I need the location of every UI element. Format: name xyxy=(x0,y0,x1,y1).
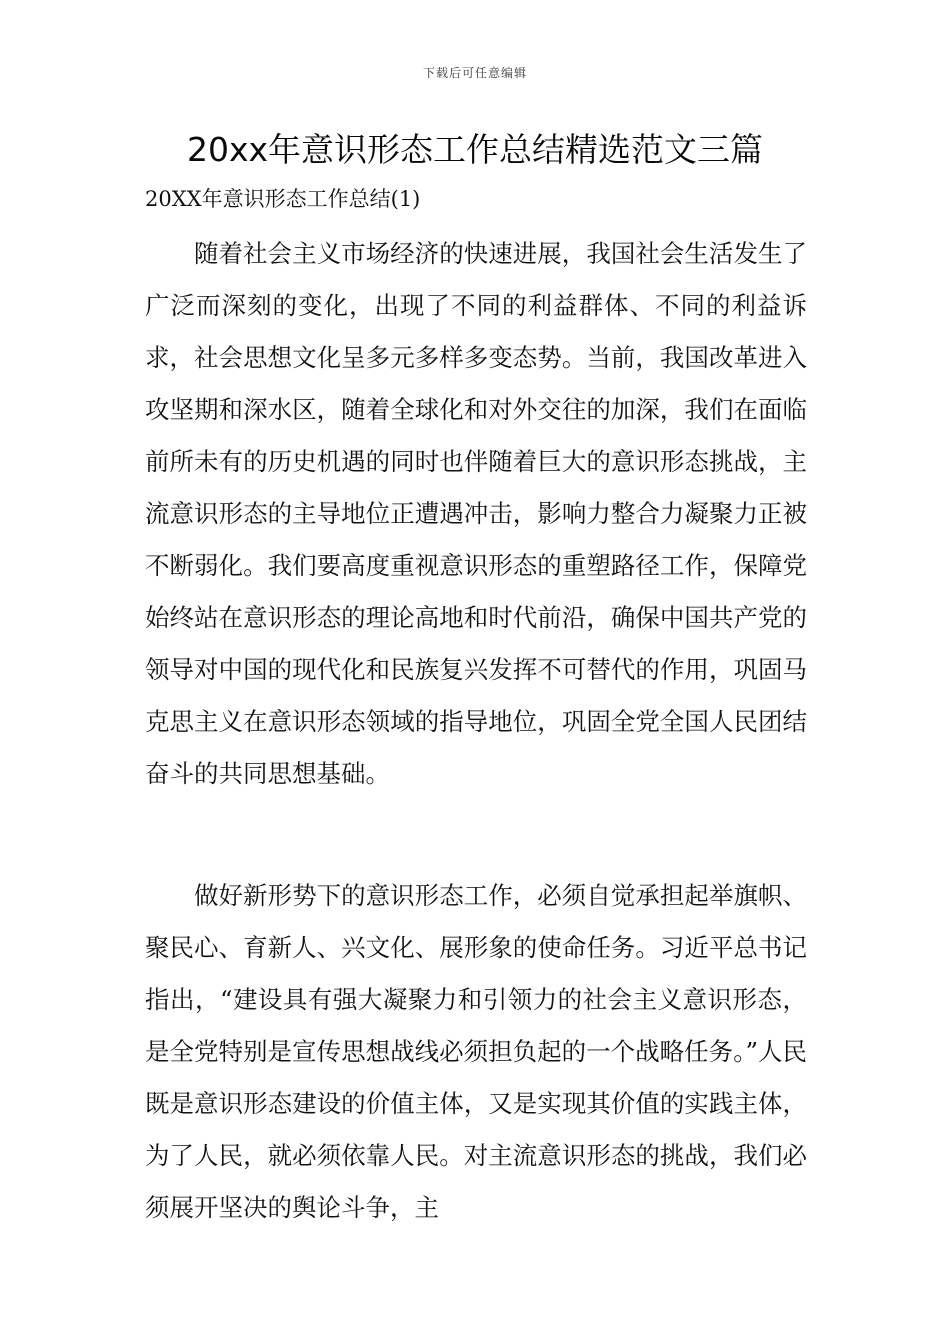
body-paragraph: 做好新形势下的意识形态工作，必须自觉承担起举旗帜、聚民心、育新人、兴文化、展形象的使命任务。习近平总书记指出，“建设具有强大凝聚力和引领力的社会主义意识形态，是全党特别是宣传思想战线必须担负起的一个战略任务。”人民既是意识形态建设的价值主体，又是实现其价值的实践主体，为了人民，就必须依靠人民。对主流意识形态的挑战，我们必须展开坚决的舆论斗争，主 xyxy=(145,881,807,1222)
section-heading: 20XX年意识形态工作总结(1) xyxy=(145,187,421,211)
document-title: 20xx年意识形态工作总结精选范文三篇 xyxy=(186,130,764,169)
header-note: 下载后可任意编辑 xyxy=(422,66,527,80)
body-paragraph: 随着社会主义市场经济的快速进展，我国社会生活发生了广泛而深刻的变化，出现了不同的利益群体、不同的利益诉求，社会思想文化呈多元多样多变态势。当前，我国改革进入攻坚期和深水区，随着全球化和对外交往的加深，我们在面临前所未有的历史机遇的同时也伴随着巨大的意识形态挑战，主流意识形态的主导地位正遭遇冲击，影响力整合力凝聚力正被不断弱化。我们要高度重视意识形态的重塑路径工作，保障党始终站在意识形态的理论高地和时代前沿，确保中国共产党的领导对中国的现代化和民族复兴发挥不可替代的作用，巩固马克思主义在意识形态领域的指导地位，巩固全党全国人民团结奋斗的共同思想基础。 xyxy=(145,239,807,788)
